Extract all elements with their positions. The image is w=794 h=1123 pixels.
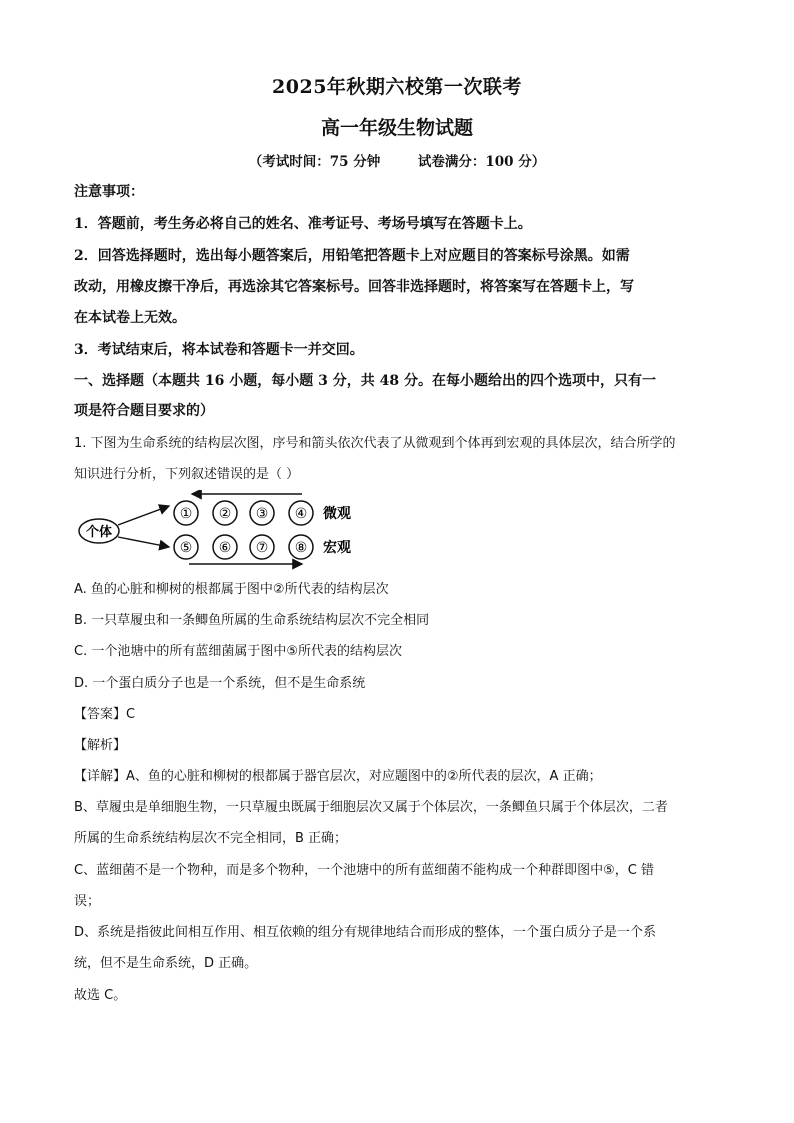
bottom-circle [213,535,237,559]
notice-line: 2．回答选择题时，选出每小题答案后，用铅笔把答题卡上对应题目的答案标号涂黑。如需 [74,248,630,264]
analysis-line: B、草履虫是单细胞生物，一只草履虫既属于细胞层次又属于个体层次，一条鲫鱼只属于个体层次，二者 [74,800,668,815]
option-b: B. 一只草履虫和一条鲫鱼所属的生命系统结构层次不完全相同 [74,613,430,628]
question-stem: 1. 下图为生命系统的结构层次图，序号和箭头依次代表了从微观到个体再到宏观的具体层次，结合所学的 [74,436,676,451]
top-circle [250,501,274,525]
section-heading-cont: 项是符合题目要求的） [74,403,214,419]
arrow-to-top [118,506,169,525]
option-d: D. 一个蛋白质分子也是一个系统，但不是生命系统 [74,676,366,691]
macro-label: 宏观 [323,540,351,556]
analysis-line: 统，但不是生命系统，D 正确。 [74,956,258,971]
section-heading: 一、选择题（本题共 16 小题，每小题 3 分，共 48 分。在每小题给出的四个选项中，只有一 [74,373,656,389]
svg-text:⑤: ⑤ [179,540,193,556]
question-stem-cont: 知识进行分析，下列叙述错误的是（ ） [74,467,300,482]
analysis-line: 【详解】A、鱼的心脏和柳树的根都属于器官层次，对应题图中的②所代表的层次，A 正确； [74,769,602,784]
notice-line: 3．考试结束后，将本试卷和答题卡一并交回。 [74,342,364,358]
notice-heading: 注意事项： [74,184,144,200]
analysis-line: 所属的生命系统结构层次不完全相同，B 正确； [74,831,348,846]
exam-subtitle: 高一年级生物试题 [320,117,473,139]
top-circle [174,501,198,525]
svg-text:②: ② [218,506,232,522]
hierarchy-diagram [74,490,364,570]
option-c: C. 一个池塘中的所有蓝细菌属于图中⑤所代表的结构层次 [74,644,402,659]
analysis-line: D、系统是指彼此间相互作用、相互依赖的组分有规律地结合而形成的整体，一个蛋白质分子是一个系 [74,925,657,940]
individual-label: 个体 [85,525,113,540]
bottom-circle [250,535,274,559]
top-circle [289,501,313,525]
analysis-line: 故选 C。 [74,988,127,1003]
option-a: A. 鱼的心脏和柳树的根都属于图中②所代表的结构层次 [74,582,389,597]
analysis-heading: 【解析】 [74,738,127,753]
svg-text:①: ① [179,506,193,522]
notice-line: 1．答题前，考生务必将自己的姓名、准考证号、考场号填写在答题卡上。 [74,216,532,232]
notice-line: 改动，用橡皮擦干净后，再选涂其它答案标号。回答非选择题时，将答案写在答题卡上，写 [74,279,634,295]
bottom-circle [289,535,313,559]
answer: 【答案】C [74,707,136,722]
svg-text:④: ④ [294,506,308,522]
notice-line: 在本试卷上无效。 [74,310,186,326]
svg-text:⑥: ⑥ [218,540,232,556]
top-circle [213,501,237,525]
arrow-to-bottom [118,537,169,547]
exam-info: （考试时间：75 分钟 试卷满分：100 分） [248,154,546,170]
bottom-circle [174,535,198,559]
analysis-line: C、蓝细菌不是一个物种，而是多个物种，一个池塘中的所有蓝细菌不能构成一个种群即图中⑤，C 错 [74,863,654,878]
analysis-line: 误； [74,894,101,909]
svg-text:③: ③ [255,506,269,522]
micro-label: 微观 [323,506,351,522]
svg-text:⑦: ⑦ [255,540,269,556]
exam-title: 2025年秋期六校第一次联考 [272,76,522,98]
svg-text:⑧: ⑧ [294,540,308,556]
